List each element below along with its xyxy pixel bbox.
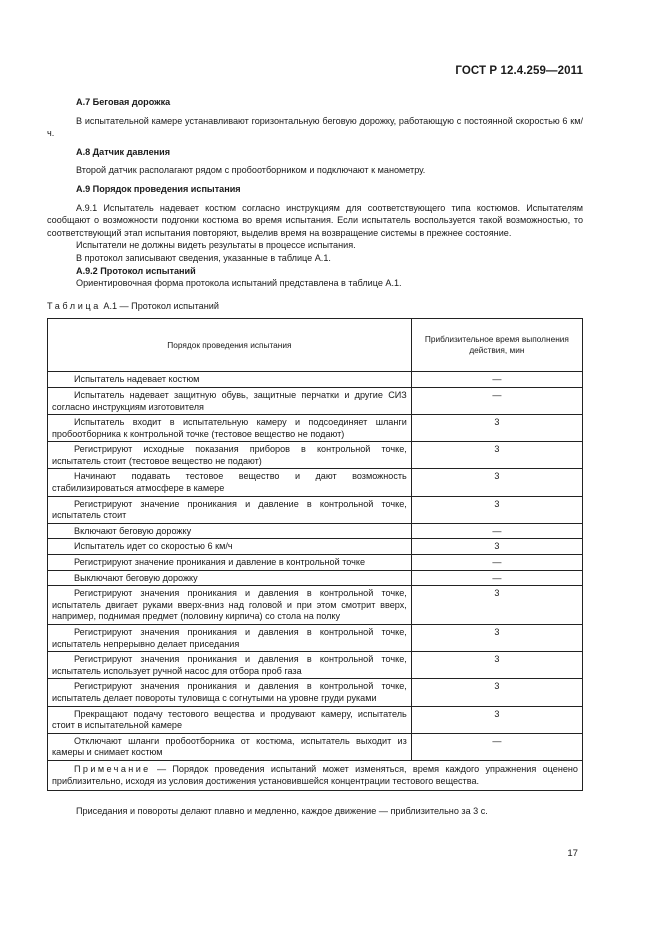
time-cell: 3 <box>411 679 582 706</box>
procedure-cell: Регистрируют значения проникания и давления в контрольной точке, испытатель непрерывно делает приседания <box>48 625 412 652</box>
table-row <box>48 387 583 414</box>
section-a8-text: Второй датчик располагают рядом с пробоотборником и подключают к манометру. <box>76 165 426 176</box>
procedure-cell: Регистрируют значения проникания и давления в контрольной точке, испытатель делает повороты туловища с согнутыми на уровне груди руками <box>48 679 412 706</box>
section-a7-text: В испытательной камере устанавливают горизонтальную беговую дорожку, работающую с постоянной скоростью 6 км/ч. <box>47 115 583 139</box>
time-cell: 3 <box>411 706 582 733</box>
table-row <box>48 733 583 760</box>
table-row <box>48 539 583 555</box>
table-note <box>48 760 583 790</box>
table-caption <box>47 300 583 313</box>
time-cell: — <box>411 733 582 760</box>
table-row <box>48 415 583 442</box>
procedure-cell: Испытатель идет со скоростью 6 км/ч <box>48 539 412 555</box>
section-a8-title: А.8 Датчик давления <box>76 146 171 157</box>
procedure-cell: Испытатель надевает защитную обувь, защитные перчатки и другие СИЗ согласно инструкциям изготовителя <box>48 387 412 414</box>
procedure-cell: Регистрируют значение проникания и давление в контрольной точке, испытатель стоит <box>48 496 412 523</box>
time-cell: 3 <box>411 625 582 652</box>
section-a9-2-title: А.9.2 Протокол испытаний <box>76 265 196 276</box>
procedure-cell: Регистрируют исходные показания приборов в контрольной точке, испытатель стоит (тестовое вещество не подают) <box>48 442 412 469</box>
table-row <box>48 469 583 496</box>
note-label: Примечание <box>74 763 151 774</box>
final-paragraph: Приседания и повороты делают плавно и медленно, каждое движение — приблизительно за 3 с. <box>76 806 488 817</box>
standard-header: ГОСТ Р 12.4.259—2011 <box>455 65 583 77</box>
table-row <box>48 570 583 586</box>
procedure-cell: Выключают беговую дорожку <box>48 570 412 586</box>
section-a9-paragraph-1: А.9.1 Испытатель надевает костюм согласно инструкциям для соответствующего типа костюмов. Испытателям сообщают о возможности подгонки костюма во время испытания. Если испытатель воспользуется такой возможностью, то соответствующий этап испытания повторяют, выделив время на возвращение системы в прежнее состояние. <box>47 202 583 238</box>
table-caption-label: Таблица <box>47 300 101 311</box>
time-cell: 3 <box>411 652 582 679</box>
table-row <box>48 586 583 625</box>
procedure-cell: Включают беговую дорожку <box>48 523 412 539</box>
table-row <box>48 496 583 523</box>
procedure-cell: Отключают шланги пробоотборника от костюма, испытатель выходит из камеры и снимает костюм <box>48 733 412 760</box>
table-row <box>48 442 583 469</box>
procedure-cell: Испытатель надевает костюм <box>48 372 412 388</box>
column-header-time: Приблизительное время выполнения действия, мин <box>411 319 582 372</box>
table-row <box>48 523 583 539</box>
procedure-cell: Прекращают подачу тестового вещества и продувают камеру, испытатель стоит в испытательной камере <box>48 706 412 733</box>
time-cell: — <box>411 555 582 571</box>
table-row <box>48 372 583 388</box>
time-cell: 3 <box>411 469 582 496</box>
time-cell: 3 <box>411 442 582 469</box>
time-cell: 3 <box>411 586 582 625</box>
section-a7-title: А.7 Беговая дорожка <box>76 97 171 107</box>
table-header-row <box>48 319 583 372</box>
table-caption-title: А.1 — Протокол испытаний <box>100 300 219 311</box>
procedure-cell: Регистрируют значения проникания и давления в контрольной точке, испытатель использует ручной насос для отбора проб газа <box>48 652 412 679</box>
section-a9-paragraph-2: Испытатели не должны видеть результаты в процессе испытания. <box>76 240 356 251</box>
test-protocol-table <box>47 318 583 791</box>
procedure-cell: Испытатель входит в испытательную камеру и подсоединяет шланги пробоотборника к контрольной точке (тестовое вещество не подают) <box>48 415 412 442</box>
time-cell: — <box>411 570 582 586</box>
time-cell: 3 <box>411 415 582 442</box>
time-cell: — <box>411 387 582 414</box>
section-a9-paragraph-4: Ориентировочная форма протокола испытаний представлена в таблице А.1. <box>76 278 402 289</box>
table-note-row <box>48 760 583 790</box>
time-cell: — <box>411 523 582 539</box>
table-row <box>48 625 583 652</box>
page-content <box>47 96 583 818</box>
table-row <box>48 555 583 571</box>
note-text: — Порядок проведения испытаний может изменяться, время каждого упражнения оценено приблизительно, исходя из условия достижения установившейся концентрации тестового вещества. <box>52 763 578 786</box>
table-row <box>48 679 583 706</box>
time-cell: 3 <box>411 539 582 555</box>
section-a9-paragraph-3: В протокол записывают сведения, указанные в таблице А.1. <box>76 252 331 263</box>
procedure-cell: Регистрируют значение проникания и давление в контрольной точке <box>48 555 412 571</box>
page-number: 17 <box>567 848 578 859</box>
table-body <box>48 372 583 761</box>
time-cell: 3 <box>411 496 582 523</box>
table-row <box>48 652 583 679</box>
section-a9-title: А.9 Порядок проведения испытания <box>76 183 241 194</box>
table-row <box>48 706 583 733</box>
column-header-procedure: Порядок проведения испытания <box>48 319 412 372</box>
time-cell: — <box>411 372 582 388</box>
procedure-cell: Регистрируют значения проникания и давления в контрольной точке, испытатель двигает руками вверх-вниз над головой и при этом смотрит вверх, например, поднимая предмет (половину кирпича) со стола на полку <box>48 586 412 625</box>
procedure-cell: Начинают подавать тестовое вещество и дают возможность стабилизироваться атмосфере в камере <box>48 469 412 496</box>
